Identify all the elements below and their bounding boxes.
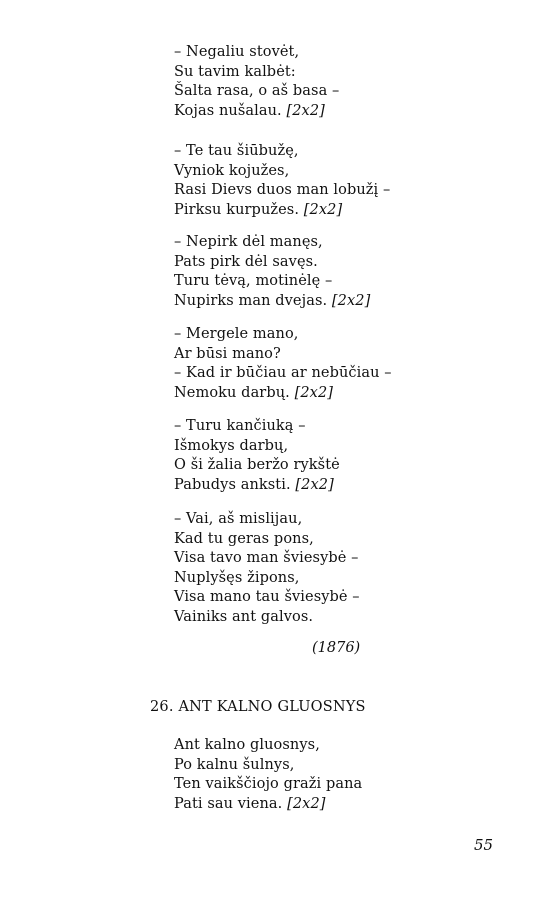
verse-line: Vainiks ant galvos.	[174, 608, 314, 625]
verse-line: – Nepirk dėl manęs,	[174, 234, 323, 250]
verse-line: – Mergele mano,	[174, 326, 299, 342]
repeat-mark: [2x2]	[286, 102, 325, 119]
verse-line: Kad tu geras pons,	[174, 530, 314, 547]
verse-line: Nemoku darbų. [2x2]	[174, 384, 334, 401]
verse-line: – Vai, aš mislijau,	[174, 511, 303, 527]
verse-line: – Turu kančiuką –	[174, 418, 306, 434]
verse-line: Nuplyšęs žipons,	[174, 569, 300, 586]
date-note: (1876)	[312, 640, 361, 656]
song-title: 26. ANT KALNO GLUOSNYS	[150, 699, 366, 715]
verse-line: Kojas nušalau. [2x2]	[174, 102, 325, 119]
verse-line: Po kalnu šulnys,	[174, 756, 295, 773]
stanza-5	[174, 417, 514, 495]
repeat-mark: [2x2]	[287, 795, 326, 812]
repeat-mark: [2x2]	[303, 201, 343, 218]
verse-line: Pati sau viena. [2x2]	[174, 795, 326, 812]
verse-line: Pats pirk dėl savęs.	[174, 253, 318, 270]
verse-line: Ant kalno gluosnys,	[174, 737, 320, 753]
verse-line: Pirksu kurpužes. [2x2]	[174, 201, 343, 218]
verse-line: Ar būsi mano?	[174, 345, 281, 362]
repeat-mark: [2x2]	[331, 292, 371, 309]
verse-line: – Negaliu stovėt,	[174, 44, 300, 60]
verse-line: Vyniok kojužes,	[174, 162, 290, 179]
verse-line: Išmokys darbų,	[174, 437, 289, 454]
verse-line: Visa tavo man šviesybė –	[174, 550, 359, 567]
repeat-mark: [2x2]	[294, 384, 334, 401]
stanza-1	[174, 43, 514, 121]
verse-line: O ši žalia beržo rykštė	[174, 457, 340, 474]
stanza-4	[174, 325, 514, 403]
page-number: 55	[474, 836, 494, 854]
stanza-6	[174, 510, 514, 628]
verse-line: Rasi Dievs duos man lobužį –	[174, 182, 391, 199]
verse-line: – Kad ir būčiau ar nebūčiau –	[174, 365, 392, 382]
song-stanza-1	[174, 736, 514, 814]
verse-line: Pabudys anksti. [2x2]	[174, 476, 334, 493]
stanza-3	[174, 233, 514, 311]
verse-line: Ten vaikščiojo graži pana	[174, 776, 363, 793]
repeat-mark: [2x2]	[295, 476, 334, 493]
verse-line: – Te tau šiūbužę,	[174, 143, 299, 159]
verse-line: Visa mano tau šviesybė –	[174, 589, 360, 606]
verse-line: Šalta rasa, o aš basa –	[174, 83, 340, 100]
verse-line: Su tavim kalbėt:	[174, 63, 296, 80]
verse-line: Turu tėvą, motinėlę –	[174, 273, 333, 290]
stanza-2	[174, 142, 514, 220]
verse-line: Nupirks man dvejas. [2x2]	[174, 292, 371, 309]
